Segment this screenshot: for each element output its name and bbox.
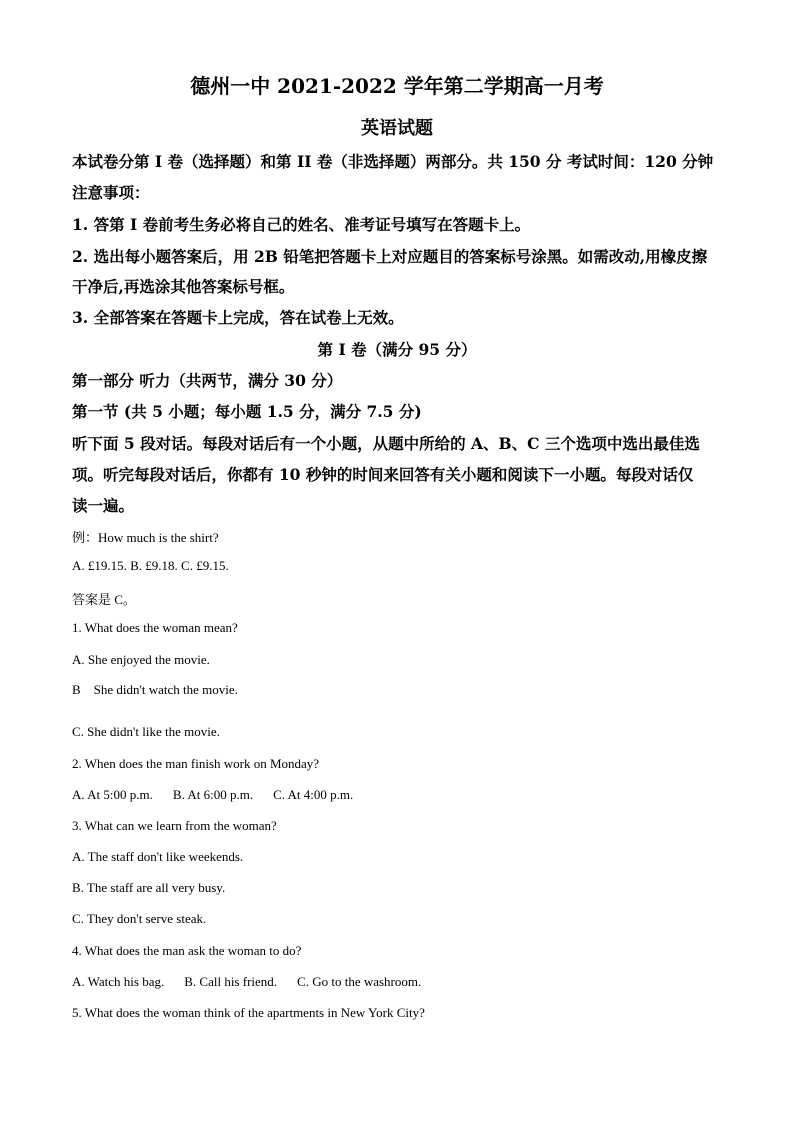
q1-option-a: A. She enjoyed the movie. [72,652,210,667]
question-4: 4. What does the man ask the woman to do? [72,943,302,958]
note-1: 1. 答第 I 卷前考生务必将自己的姓名、准考证号填写在答题卡上。 [72,215,531,234]
example-answer: 答案是 C。 [72,592,136,607]
directions-line-3: 读一遍。 [72,496,135,515]
directions-line-2: 项。听完每段对话后，你都有 10 秒钟的时间来回答有关小题和阅读下一小题。每段对话仅 [72,465,694,484]
q1-option-b: B She didn't watch the movie. [72,682,238,697]
exam-title: 德州一中 2021-2022 学年第二学期高一月考 [190,74,604,98]
question-2: 2. When does the man finish work on Monday? [72,756,320,771]
q4-option-a: A. Watch his bag. [72,974,165,989]
directions-line-1: 听下面 5 段对话。每段对话后有一个小题，从题中所给的 A、B、C 三个选项中选出最佳选 [72,434,700,453]
question-3: 3. What can we learn from the woman? [72,818,277,833]
q4-options [72,974,441,990]
volume-heading: 第 I 卷（满分 95 分） [317,340,477,359]
part1-heading: 第一部分 听力（共两节，满分 30 分） [72,371,343,390]
note-2-line-1: 2. 选出每小题答案后，用 2B 铅笔把答题卡上对应题目的答案标号涂黑。如需改动,用橡皮擦 [72,247,708,266]
exam-subtitle: 英语试题 [361,118,433,139]
example-question: 例：How much is the shirt? [72,530,219,545]
q4-option-b: B. Call his friend. [184,974,278,989]
q3-option-c: C. They don't serve steak. [72,911,207,926]
q2-option-c: C. At 4:00 p.m. [273,787,354,802]
note-3: 3. 全部答案在答题卡上完成，答在试卷上无效。 [72,308,404,327]
note-2-line-2: 干净后,再选涂其他答案标号框。 [72,277,295,296]
question-1: 1. What does the woman mean? [72,620,238,635]
q3-option-a: A. The staff don't like weekends. [72,849,244,864]
q2-options [72,787,373,803]
notes-heading: 注意事项： [72,183,150,202]
question-5: 5. What does the woman think of the apartments in New York City? [72,1005,425,1020]
section1-heading: 第一节 (共 5 小题；每小题 1.5 分，满分 7.5 分) [72,402,422,421]
q2-option-b: B. At 6:00 p.m. [172,787,254,802]
intro-text: 本试卷分第 I 卷（选择题）和第 II 卷（非选择题）两部分。共 150 分 考试时间：120 分钟 [72,152,714,171]
q3-option-b: B. The staff are all very busy. [72,880,226,895]
example-options: A. £19.15. B. £9.18. C. £9.15. [72,558,229,573]
q1-option-c: C. She didn't like the movie. [72,724,220,739]
q2-option-a: A. At 5:00 p.m. [72,787,153,802]
q4-option-c: C. Go to the washroom. [297,974,422,989]
